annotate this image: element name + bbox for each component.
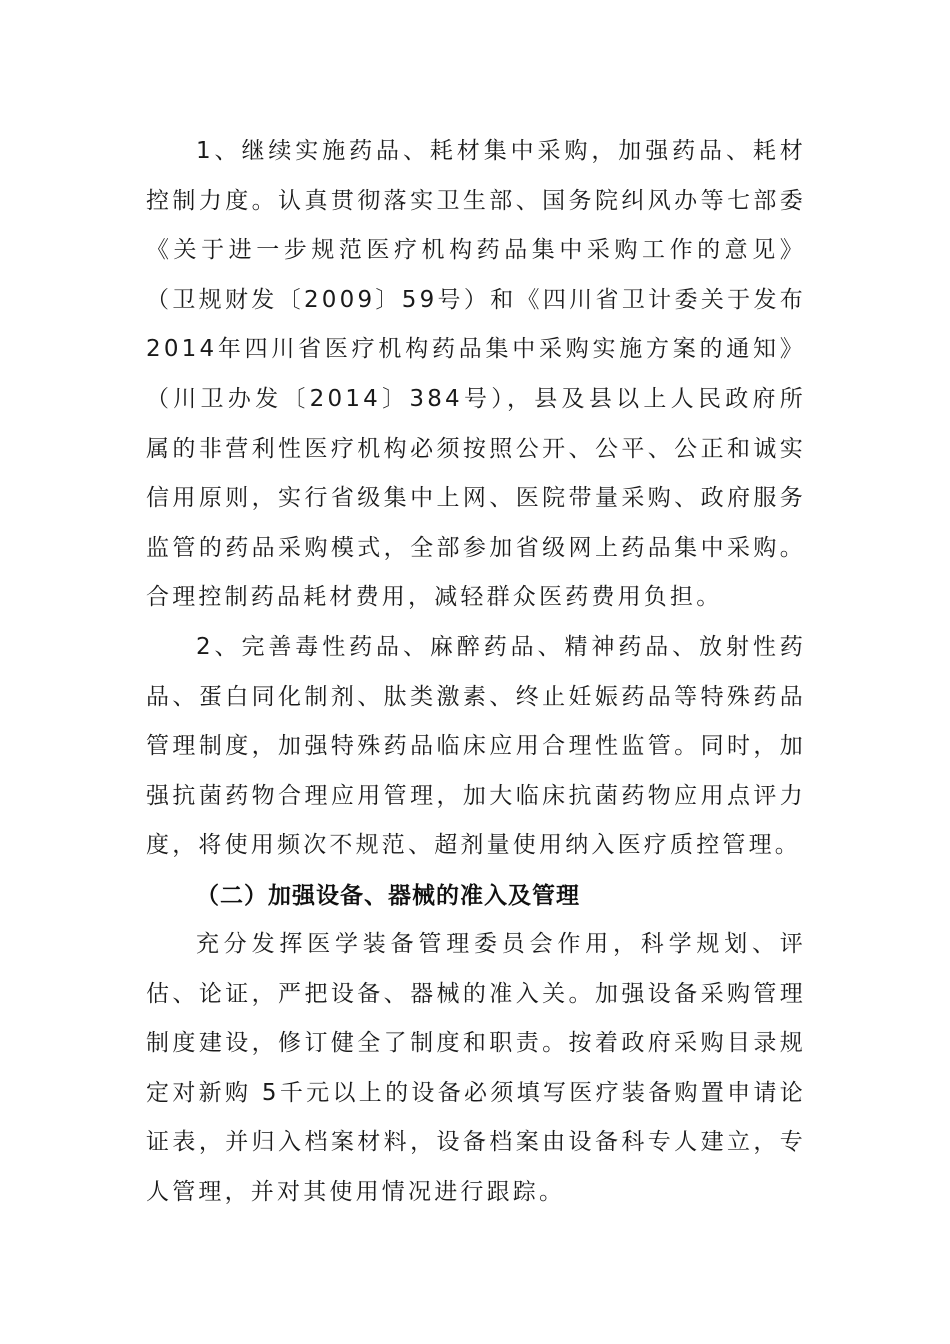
section-heading-equipment: （二）加强设备、器械的准入及管理 (196, 883, 580, 909)
paragraph-drug-procurement: 1、继续实施药品、耗材集中采购，加强药品、耗材控制力度。认真贯彻落实卫生部、国务院纠风办等七部委《关于进一步规范医疗机构药品集中采购工作的意见》（卫规财发〔2009〕59号）和《四川省卫计委关于发布2014年四川省医疗机构药品集中采购实施方案的通知》（川卫办发〔2014〕384号），县及县以上人民政府所属的非营利性医疗机构必须按照公开、公平、公正和诚实信用原则，实行省级集中上网、医院带量采购、政府服务监管的药品采购模式，全部参加省级网上药品集中采购。合理控制药品耗材费用，减轻群众医药费用负担。 (146, 138, 806, 611)
paragraph-special-drugs: 2、完善毒性药品、麻醉药品、精神药品、放射性药品、蛋白同化制剂、肽类激素、终止妊娠药品等特殊药品管理制度，加强特殊药品临床应用合理性监管。同时，加强抗菌药物合理应用管理，加大临床抗菌药物应用点评力度，将使用频次不规范、超剂量使用纳入医疗质控管理。 (146, 634, 806, 859)
paragraph-equipment-management: 充分发挥医学装备管理委员会作用，科学规划、评估、论证，严把设备、器械的准入关。加强设备采购管理制度建设，修订健全了制度和职责。按着政府采购目录规定对新购 5千元以上的设备必须填写医疗装备购置申请论证表，并归入档案材料，设备档案由设备科专人建立，专人管理，并对其使用情况进行跟踪。 (146, 931, 806, 1205)
